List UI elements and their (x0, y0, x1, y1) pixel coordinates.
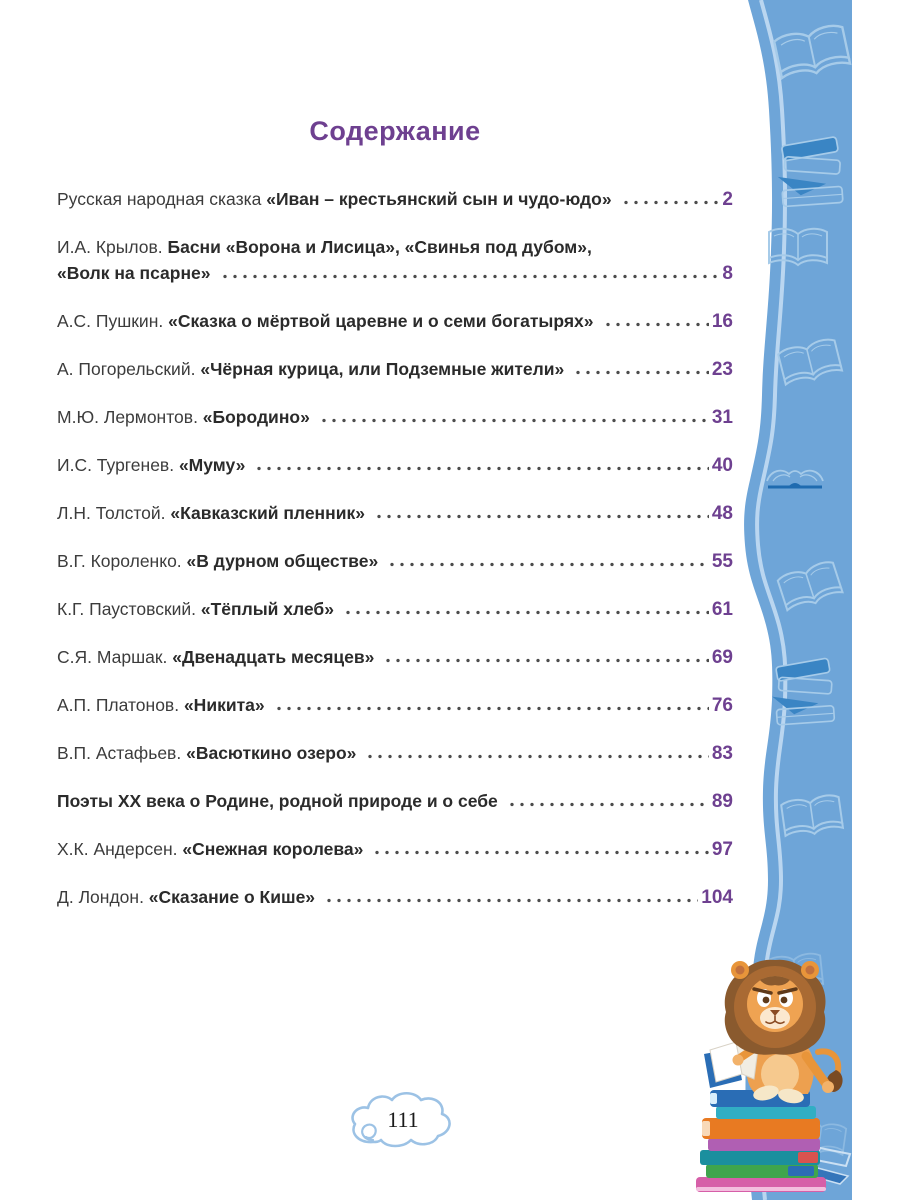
entry-text (57, 189, 612, 209)
toc-entry (57, 455, 733, 476)
entry-title: «Сказание о Кише» (148, 887, 316, 907)
entry-text (57, 455, 245, 475)
entry-title: «Чёрная курица, или Подземные жители» (200, 359, 565, 379)
entry-page-number: 76 (711, 695, 733, 716)
entry-text (57, 551, 378, 571)
entry-author: Л.Н. Толстой. (57, 503, 171, 523)
leader-dots (505, 795, 709, 807)
toc-entry (57, 237, 733, 284)
entry-author: И.А. Крылов. (57, 237, 168, 257)
entry-title: «Тёплый хлеб» (200, 599, 334, 619)
leader-dots (218, 267, 720, 279)
entry-text (57, 503, 365, 523)
lion (704, 960, 843, 1105)
entry-title: «Волк на псарне» (57, 263, 211, 283)
leader-dots (322, 891, 698, 903)
toc-entry (57, 407, 733, 428)
entry-page-number: 23 (711, 359, 733, 380)
toc-entry (57, 743, 733, 764)
entry-page-number: 55 (711, 551, 733, 572)
entry-text (57, 311, 594, 331)
entry-author: А.С. Пушкин. (57, 311, 169, 331)
entry-author: В.Г. Короленко. (57, 551, 187, 571)
entry-text (57, 407, 310, 427)
entry-page-number: 2 (722, 189, 733, 210)
entry-page-number: 40 (711, 455, 733, 476)
leader-dots (372, 507, 709, 519)
entry-author: Х.К. Андерсен. (57, 839, 183, 859)
entry-text (57, 237, 592, 257)
entry-text (57, 599, 334, 619)
entry-title: «Кавказский пленник» (170, 503, 365, 523)
entry-title: «Муму» (178, 455, 246, 475)
entry-author: Русская народная сказка (57, 189, 267, 209)
entry-author: М.Ю. Лермонтов. (57, 407, 203, 427)
entry-page-number: 89 (711, 791, 733, 812)
entry-text (57, 359, 564, 379)
leader-dots (571, 363, 709, 375)
toc-entry (57, 311, 733, 332)
entry-title: «Снежная королева» (182, 839, 364, 859)
entry-author: В.П. Астафьев. (57, 743, 187, 763)
entry-page-number: 31 (711, 407, 733, 428)
leader-dots (272, 699, 709, 711)
toc-list (57, 189, 733, 908)
toc-entry (57, 359, 733, 380)
toc-entry (57, 647, 733, 668)
entry-text (57, 647, 374, 667)
entry-title: «В дурном обществе» (186, 551, 379, 571)
entry-author: А.П. Платонов. (57, 695, 184, 715)
leader-dots (381, 651, 708, 663)
entry-author: К.Г. Паустовский. (57, 599, 201, 619)
toc-entry (57, 599, 733, 620)
entry-page-number: 61 (711, 599, 733, 620)
entry-title: «Иван – крестьянский сын и чудо-юдо» (266, 189, 612, 209)
entry-page-number: 97 (711, 839, 733, 860)
entry-title: Басни «Ворона и Лисица», «Свинья под дубом», (167, 237, 592, 257)
entry-author: И.С. Тургенев. (57, 455, 179, 475)
toc-entry (57, 887, 733, 908)
leader-dots (341, 603, 709, 615)
toc-entry (57, 503, 733, 524)
page-number-cloud (343, 1090, 468, 1162)
book-stack (696, 1090, 826, 1192)
entry-page-number: 83 (711, 743, 733, 764)
leader-dots (252, 459, 708, 471)
entry-text (57, 263, 211, 283)
page-title: Содержание (309, 116, 481, 146)
leader-dots (363, 747, 708, 759)
entry-text (57, 887, 315, 907)
entry-title: «Бородино» (202, 407, 310, 427)
table-of-contents (57, 116, 733, 935)
entry-title: Поэты ХХ века о Родине, родной природе и о себе (57, 791, 498, 811)
entry-title: «Сказка о мёртвой царевне и о семи богатырях» (168, 311, 594, 331)
entry-page-number: 16 (711, 311, 733, 332)
entry-title: «Васюткино озеро» (186, 743, 357, 763)
entry-title: «Никита» (183, 695, 265, 715)
entry-text (57, 743, 356, 763)
leader-dots (370, 843, 709, 855)
leader-dots (317, 411, 709, 423)
toc-entry (57, 839, 733, 860)
entry-title: «Двенадцать месяцев» (172, 647, 375, 667)
leader-dots (601, 315, 709, 327)
toc-entry (57, 189, 733, 210)
entry-page-number: 8 (722, 263, 733, 284)
entry-author: Д. Лондон. (57, 887, 149, 907)
entry-page-number: 48 (711, 503, 733, 524)
leader-dots (619, 193, 720, 205)
entry-text (57, 695, 265, 715)
entry-page-number: 69 (711, 647, 733, 668)
entry-page-number: 104 (701, 887, 733, 908)
toc-entry (57, 791, 733, 812)
page-number: 111 (387, 1107, 419, 1132)
leader-dots (385, 555, 709, 567)
entry-text (57, 791, 498, 811)
entry-author: А. Погорельский. (57, 359, 201, 379)
lion-mascot (690, 952, 865, 1200)
entry-author: С.Я. Маршак. (57, 647, 173, 667)
entry-text (57, 839, 363, 859)
toc-entry (57, 695, 733, 716)
toc-entry (57, 551, 733, 572)
